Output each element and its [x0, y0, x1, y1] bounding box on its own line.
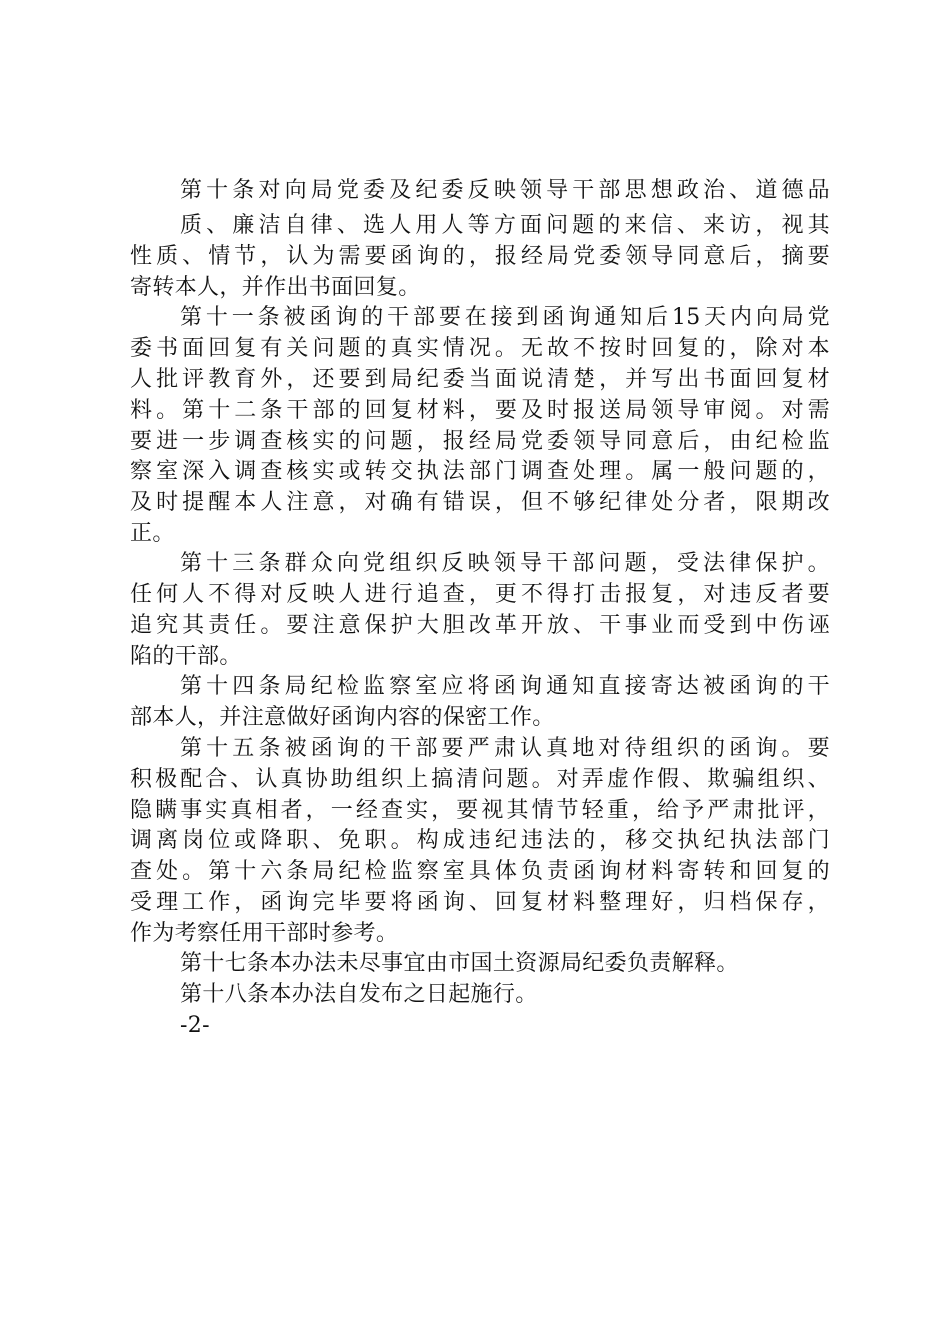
text-line: 性质、情节，认为需要函询的，报经局党委领导同意后，摘要: [130, 244, 830, 269]
text-line: 第十七条本办法未尽事宜由市国土资源局纪委负责解释。: [180, 951, 739, 976]
text-line: 陷的干部。: [130, 644, 242, 669]
text-line: 查处。第十六条局纪检监察室具体负责函询材料寄转和回复的: [130, 859, 830, 884]
text-line: 作为考察任用干部时参考。: [130, 921, 399, 946]
text-line: 第十八条本办法自发布之日起施行。: [180, 982, 538, 1007]
text-line: 第十四条局纪检监察室应将函询通知直接寄达被函询的干: [180, 674, 830, 699]
page-number: -2-: [180, 1013, 210, 1038]
text-line: 任何人不得对反映人进行追查，更不得打击报复，对违反者要: [130, 582, 830, 607]
text-line: 及时提醒本人注意，对确有错误，但不够纪律处分者，限期改: [130, 490, 830, 515]
text-line: 正。: [130, 521, 175, 546]
text-line: 察室深入调查核实或转交执法部门调查处理。属一般问题的，: [130, 459, 830, 484]
text-line: 调离岗位或降职、免职。构成违纪违法的，移交执纪执法部门: [130, 828, 830, 853]
text-line: 料。第十二条干部的回复材料，要及时报送局领导审阅。对需: [130, 398, 830, 423]
text-line: 受理工作，函询完毕要将函询、回复材料整理好，归档保存，: [130, 890, 830, 915]
text-line: 隐瞒事实真相者，一经查实，要视其情节轻重，给予严肃批评，: [130, 798, 830, 823]
text-line: 要进一步调查核实的问题，报经局党委领导同意后，由纪检监: [130, 429, 830, 454]
text-line: 第十五条被函询的干部要严肃认真地对待组织的函询。要: [180, 736, 830, 761]
text-line: 部本人，并注意做好函询内容的保密工作。: [130, 705, 555, 730]
text-line: 人批评教育外，还要到局纪委当面说清楚，并写出书面回复材: [130, 367, 830, 392]
text-line: 寄转本人，并作出书面回复。: [130, 275, 421, 300]
text-line: 委书面回复有关问题的真实情况。无故不按时回复的，除对本: [130, 336, 830, 361]
text-line: 积极配合、认真协助组织上搞清问题。对弄虚作假、欺骗组织、: [130, 767, 830, 792]
text-line: 第十三条群众向党组织反映领导干部问题，受法律保护。: [180, 551, 830, 576]
text-line: 第十条对向局党委及纪委反映领导干部思想政治、道德品: [180, 178, 830, 203]
text-line: 第十一条被函询的干部要在接到函询通知后15天内向局党: [180, 305, 830, 330]
text-line: 质、廉洁自律、选人用人等方面问题的来信、来访，视其: [180, 213, 830, 238]
text-line: 追究其责任。要注意保护大胆改革开放、干事业而受到中伤诬: [130, 613, 830, 638]
